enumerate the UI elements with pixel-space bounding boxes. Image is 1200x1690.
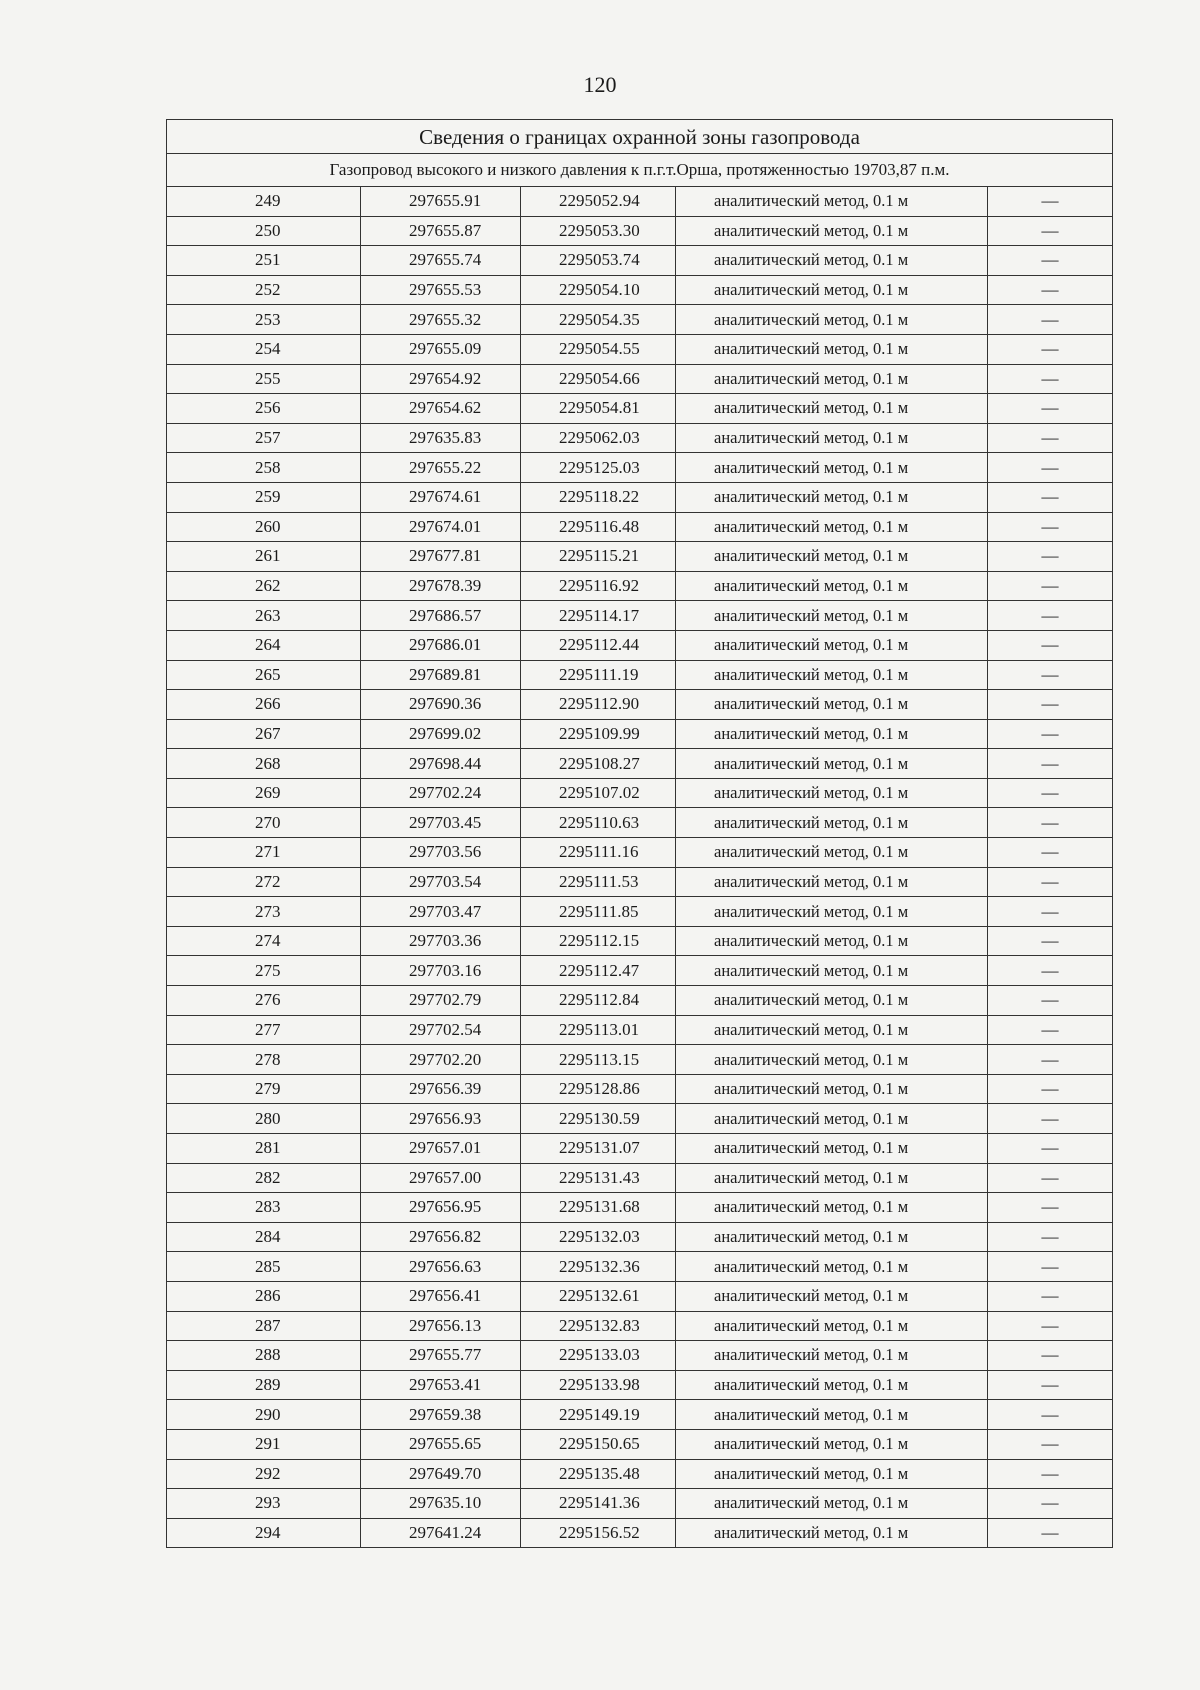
- table-row: [167, 926, 1113, 956]
- y-coordinate-cell: 2295131.68: [521, 1193, 676, 1223]
- point-number-cell: 279: [167, 1074, 361, 1104]
- x-coordinate-cell: 297690.36: [361, 690, 521, 720]
- y-coordinate-cell: 2295116.92: [521, 571, 676, 601]
- table-row: [167, 897, 1113, 927]
- table-row: [167, 1045, 1113, 1075]
- note-cell: —: [988, 1518, 1113, 1548]
- note-cell: —: [988, 1015, 1113, 1045]
- x-coordinate-cell: 297655.22: [361, 453, 521, 483]
- accuracy-method-cell: аналитический метод, 0.1 м: [676, 1459, 988, 1489]
- accuracy-method-cell: аналитический метод, 0.1 м: [676, 808, 988, 838]
- table-row: [167, 808, 1113, 838]
- accuracy-method-cell: аналитический метод, 0.1 м: [676, 660, 988, 690]
- x-coordinate-cell: 297656.93: [361, 1104, 521, 1134]
- y-coordinate-cell: 2295110.63: [521, 808, 676, 838]
- accuracy-method-cell: аналитический метод, 0.1 м: [676, 275, 988, 305]
- note-cell: —: [988, 749, 1113, 779]
- x-coordinate-cell: 297656.95: [361, 1193, 521, 1223]
- accuracy-method-cell: аналитический метод, 0.1 м: [676, 216, 988, 246]
- table-row: [167, 1281, 1113, 1311]
- note-cell: —: [988, 216, 1113, 246]
- x-coordinate-cell: 297678.39: [361, 571, 521, 601]
- note-cell: —: [988, 453, 1113, 483]
- accuracy-method-cell: аналитический метод, 0.1 м: [676, 1045, 988, 1075]
- x-coordinate-cell: 297655.32: [361, 305, 521, 335]
- table-row: [167, 187, 1113, 217]
- note-cell: —: [988, 1400, 1113, 1430]
- note-cell: —: [988, 1489, 1113, 1519]
- accuracy-method-cell: аналитический метод, 0.1 м: [676, 453, 988, 483]
- note-cell: —: [988, 956, 1113, 986]
- point-number-cell: 264: [167, 630, 361, 660]
- note-cell: —: [988, 334, 1113, 364]
- note-cell: —: [988, 482, 1113, 512]
- x-coordinate-cell: 297656.13: [361, 1311, 521, 1341]
- accuracy-method-cell: аналитический метод, 0.1 м: [676, 246, 988, 276]
- point-number-cell: 257: [167, 423, 361, 453]
- note-cell: —: [988, 305, 1113, 335]
- point-number-cell: 273: [167, 897, 361, 927]
- y-coordinate-cell: 2295113.01: [521, 1015, 676, 1045]
- table-row: [167, 778, 1113, 808]
- accuracy-method-cell: аналитический метод, 0.1 м: [676, 187, 988, 217]
- point-number-cell: 281: [167, 1134, 361, 1164]
- x-coordinate-cell: 297656.41: [361, 1281, 521, 1311]
- note-cell: —: [988, 838, 1113, 868]
- y-coordinate-cell: 2295111.16: [521, 838, 676, 868]
- point-number-cell: 250: [167, 216, 361, 246]
- note-cell: —: [988, 1459, 1113, 1489]
- point-number-cell: 294: [167, 1518, 361, 1548]
- table-row: [167, 1489, 1113, 1519]
- note-cell: —: [988, 808, 1113, 838]
- table-row: [167, 334, 1113, 364]
- y-coordinate-cell: 2295054.55: [521, 334, 676, 364]
- note-cell: —: [988, 690, 1113, 720]
- point-number-cell: 255: [167, 364, 361, 394]
- table-subtitle: Газопровод высокого и низкого давления к п.г.т.Орша, протяженностью 19703,87 п.м.: [167, 154, 1113, 187]
- y-coordinate-cell: 2295141.36: [521, 1489, 676, 1519]
- x-coordinate-cell: 297703.56: [361, 838, 521, 868]
- table-row: [167, 453, 1113, 483]
- x-coordinate-cell: 297649.70: [361, 1459, 521, 1489]
- table-row: [167, 1015, 1113, 1045]
- y-coordinate-cell: 2295054.35: [521, 305, 676, 335]
- table-row: [167, 246, 1113, 276]
- y-coordinate-cell: 2295112.84: [521, 986, 676, 1016]
- y-coordinate-cell: 2295156.52: [521, 1518, 676, 1548]
- table-row: [167, 1400, 1113, 1430]
- y-coordinate-cell: 2295133.03: [521, 1341, 676, 1371]
- point-number-cell: 253: [167, 305, 361, 335]
- table-row: [167, 482, 1113, 512]
- accuracy-method-cell: аналитический метод, 0.1 м: [676, 749, 988, 779]
- note-cell: —: [988, 1193, 1113, 1223]
- accuracy-method-cell: аналитический метод, 0.1 м: [676, 986, 988, 1016]
- y-coordinate-cell: 2295132.36: [521, 1252, 676, 1282]
- x-coordinate-cell: 297656.39: [361, 1074, 521, 1104]
- x-coordinate-cell: 297677.81: [361, 542, 521, 572]
- x-coordinate-cell: 297703.45: [361, 808, 521, 838]
- point-number-cell: 260: [167, 512, 361, 542]
- accuracy-method-cell: аналитический метод, 0.1 м: [676, 1134, 988, 1164]
- table-row: [167, 1193, 1113, 1223]
- y-coordinate-cell: 2295053.30: [521, 216, 676, 246]
- accuracy-method-cell: аналитический метод, 0.1 м: [676, 482, 988, 512]
- point-number-cell: 278: [167, 1045, 361, 1075]
- point-number-cell: 263: [167, 601, 361, 631]
- note-cell: —: [988, 1311, 1113, 1341]
- y-coordinate-cell: 2295054.10: [521, 275, 676, 305]
- note-cell: —: [988, 926, 1113, 956]
- table-row: [167, 1074, 1113, 1104]
- accuracy-method-cell: аналитический метод, 0.1 м: [676, 1400, 988, 1430]
- note-cell: —: [988, 187, 1113, 217]
- table-row: [167, 216, 1113, 246]
- y-coordinate-cell: 2295133.98: [521, 1370, 676, 1400]
- point-number-cell: 256: [167, 394, 361, 424]
- y-coordinate-cell: 2295130.59: [521, 1104, 676, 1134]
- y-coordinate-cell: 2295111.53: [521, 867, 676, 897]
- point-number-cell: 290: [167, 1400, 361, 1430]
- point-number-cell: 274: [167, 926, 361, 956]
- point-number-cell: 266: [167, 690, 361, 720]
- note-cell: —: [988, 986, 1113, 1016]
- y-coordinate-cell: 2295135.48: [521, 1459, 676, 1489]
- note-cell: —: [988, 867, 1113, 897]
- accuracy-method-cell: аналитический метод, 0.1 м: [676, 423, 988, 453]
- y-coordinate-cell: 2295132.03: [521, 1222, 676, 1252]
- point-number-cell: 282: [167, 1163, 361, 1193]
- accuracy-method-cell: аналитический метод, 0.1 м: [676, 956, 988, 986]
- x-coordinate-cell: 297654.92: [361, 364, 521, 394]
- y-coordinate-cell: 2295109.99: [521, 719, 676, 749]
- point-number-cell: 252: [167, 275, 361, 305]
- table-title: Сведения о границах охранной зоны газопровода: [167, 120, 1113, 154]
- point-number-cell: 267: [167, 719, 361, 749]
- x-coordinate-cell: 297703.36: [361, 926, 521, 956]
- note-cell: —: [988, 1281, 1113, 1311]
- table-row: [167, 1341, 1113, 1371]
- point-number-cell: 261: [167, 542, 361, 572]
- note-cell: —: [988, 1222, 1113, 1252]
- table-row: [167, 690, 1113, 720]
- page-number: 120: [583, 72, 617, 97]
- y-coordinate-cell: 2295118.22: [521, 482, 676, 512]
- x-coordinate-cell: 297702.24: [361, 778, 521, 808]
- point-number-cell: 268: [167, 749, 361, 779]
- accuracy-method-cell: аналитический метод, 0.1 м: [676, 1252, 988, 1282]
- accuracy-method-cell: аналитический метод, 0.1 м: [676, 512, 988, 542]
- x-coordinate-cell: 297698.44: [361, 749, 521, 779]
- table-row: [167, 1518, 1113, 1548]
- table-row: [167, 838, 1113, 868]
- table-row: [167, 542, 1113, 572]
- x-coordinate-cell: 297686.01: [361, 630, 521, 660]
- point-number-cell: 289: [167, 1370, 361, 1400]
- accuracy-method-cell: аналитический метод, 0.1 м: [676, 1015, 988, 1045]
- note-cell: —: [988, 423, 1113, 453]
- accuracy-method-cell: аналитический метод, 0.1 м: [676, 1163, 988, 1193]
- x-coordinate-cell: 297655.91: [361, 187, 521, 217]
- table-row: [167, 571, 1113, 601]
- accuracy-method-cell: аналитический метод, 0.1 м: [676, 1104, 988, 1134]
- point-number-cell: 291: [167, 1429, 361, 1459]
- note-cell: —: [988, 364, 1113, 394]
- table-row: [167, 1252, 1113, 1282]
- x-coordinate-cell: 297635.10: [361, 1489, 521, 1519]
- x-coordinate-cell: 297703.16: [361, 956, 521, 986]
- x-coordinate-cell: 297699.02: [361, 719, 521, 749]
- point-number-cell: 288: [167, 1341, 361, 1371]
- note-cell: —: [988, 1074, 1113, 1104]
- x-coordinate-cell: 297657.01: [361, 1134, 521, 1164]
- accuracy-method-cell: аналитический метод, 0.1 м: [676, 1311, 988, 1341]
- point-number-cell: 254: [167, 334, 361, 364]
- y-coordinate-cell: 2295114.17: [521, 601, 676, 631]
- table-row: [167, 364, 1113, 394]
- point-number-cell: 277: [167, 1015, 361, 1045]
- accuracy-method-cell: аналитический метод, 0.1 м: [676, 305, 988, 335]
- accuracy-method-cell: аналитический метод, 0.1 м: [676, 926, 988, 956]
- y-coordinate-cell: 2295112.15: [521, 926, 676, 956]
- accuracy-method-cell: аналитический метод, 0.1 м: [676, 838, 988, 868]
- y-coordinate-cell: 2295131.07: [521, 1134, 676, 1164]
- note-cell: —: [988, 601, 1113, 631]
- x-coordinate-cell: 297655.87: [361, 216, 521, 246]
- note-cell: —: [988, 1163, 1113, 1193]
- table-row: [167, 275, 1113, 305]
- table-title-row: [167, 120, 1113, 154]
- y-coordinate-cell: 2295131.43: [521, 1163, 676, 1193]
- table-subtitle-row: [167, 154, 1113, 187]
- y-coordinate-cell: 2295132.83: [521, 1311, 676, 1341]
- table-row: [167, 719, 1113, 749]
- table-row: [167, 1163, 1113, 1193]
- accuracy-method-cell: аналитический метод, 0.1 м: [676, 719, 988, 749]
- note-cell: —: [988, 1104, 1113, 1134]
- y-coordinate-cell: 2295054.81: [521, 394, 676, 424]
- table-row: [167, 1134, 1113, 1164]
- y-coordinate-cell: 2295054.66: [521, 364, 676, 394]
- x-coordinate-cell: 297656.82: [361, 1222, 521, 1252]
- accuracy-method-cell: аналитический метод, 0.1 м: [676, 1429, 988, 1459]
- point-number-cell: 265: [167, 660, 361, 690]
- x-coordinate-cell: 297702.20: [361, 1045, 521, 1075]
- x-coordinate-cell: 297659.38: [361, 1400, 521, 1430]
- table-row: [167, 423, 1113, 453]
- note-cell: —: [988, 719, 1113, 749]
- note-cell: —: [988, 1252, 1113, 1282]
- y-coordinate-cell: 2295150.65: [521, 1429, 676, 1459]
- y-coordinate-cell: 2295111.85: [521, 897, 676, 927]
- table-row: [167, 305, 1113, 335]
- x-coordinate-cell: 297653.41: [361, 1370, 521, 1400]
- accuracy-method-cell: аналитический метод, 0.1 м: [676, 334, 988, 364]
- table-row: [167, 1222, 1113, 1252]
- table-row: [167, 1459, 1113, 1489]
- x-coordinate-cell: 297655.09: [361, 334, 521, 364]
- note-cell: —: [988, 660, 1113, 690]
- accuracy-method-cell: аналитический метод, 0.1 м: [676, 1518, 988, 1548]
- x-coordinate-cell: 297703.54: [361, 867, 521, 897]
- point-number-cell: 284: [167, 1222, 361, 1252]
- table-row: [167, 749, 1113, 779]
- accuracy-method-cell: аналитический метод, 0.1 м: [676, 1281, 988, 1311]
- y-coordinate-cell: 2295128.86: [521, 1074, 676, 1104]
- point-number-cell: 258: [167, 453, 361, 483]
- note-cell: —: [988, 1045, 1113, 1075]
- y-coordinate-cell: 2295112.44: [521, 630, 676, 660]
- accuracy-method-cell: аналитический метод, 0.1 м: [676, 690, 988, 720]
- y-coordinate-cell: 2295115.21: [521, 542, 676, 572]
- accuracy-method-cell: аналитический метод, 0.1 м: [676, 897, 988, 927]
- point-number-cell: 269: [167, 778, 361, 808]
- x-coordinate-cell: 297702.79: [361, 986, 521, 1016]
- note-cell: —: [988, 1429, 1113, 1459]
- point-number-cell: 292: [167, 1459, 361, 1489]
- note-cell: —: [988, 1370, 1113, 1400]
- x-coordinate-cell: 297674.61: [361, 482, 521, 512]
- note-cell: —: [988, 1134, 1113, 1164]
- x-coordinate-cell: 297635.83: [361, 423, 521, 453]
- note-cell: —: [988, 275, 1113, 305]
- x-coordinate-cell: 297689.81: [361, 660, 521, 690]
- point-number-cell: 283: [167, 1193, 361, 1223]
- x-coordinate-cell: 297686.57: [361, 601, 521, 631]
- accuracy-method-cell: аналитический метод, 0.1 м: [676, 1193, 988, 1223]
- table-row: [167, 394, 1113, 424]
- accuracy-method-cell: аналитический метод, 0.1 м: [676, 1341, 988, 1371]
- note-cell: —: [988, 246, 1113, 276]
- accuracy-method-cell: аналитический метод, 0.1 м: [676, 364, 988, 394]
- table-row: [167, 1370, 1113, 1400]
- point-number-cell: 275: [167, 956, 361, 986]
- point-number-cell: 285: [167, 1252, 361, 1282]
- accuracy-method-cell: аналитический метод, 0.1 м: [676, 867, 988, 897]
- accuracy-method-cell: аналитический метод, 0.1 м: [676, 1489, 988, 1519]
- point-number-cell: 270: [167, 808, 361, 838]
- point-number-cell: 280: [167, 1104, 361, 1134]
- x-coordinate-cell: 297674.01: [361, 512, 521, 542]
- y-coordinate-cell: 2295053.74: [521, 246, 676, 276]
- table-row: [167, 1429, 1113, 1459]
- accuracy-method-cell: аналитический метод, 0.1 м: [676, 571, 988, 601]
- y-coordinate-cell: 2295125.03: [521, 453, 676, 483]
- table-row: [167, 512, 1113, 542]
- table-row: [167, 956, 1113, 986]
- x-coordinate-cell: 297655.53: [361, 275, 521, 305]
- accuracy-method-cell: аналитический метод, 0.1 м: [676, 1222, 988, 1252]
- note-cell: —: [988, 897, 1113, 927]
- point-number-cell: 251: [167, 246, 361, 276]
- x-coordinate-cell: 297641.24: [361, 1518, 521, 1548]
- table-row: [167, 1104, 1113, 1134]
- point-number-cell: 262: [167, 571, 361, 601]
- note-cell: —: [988, 542, 1113, 572]
- x-coordinate-cell: 297654.62: [361, 394, 521, 424]
- y-coordinate-cell: 2295132.61: [521, 1281, 676, 1311]
- note-cell: —: [988, 630, 1113, 660]
- y-coordinate-cell: 2295116.48: [521, 512, 676, 542]
- note-cell: —: [988, 512, 1113, 542]
- point-number-cell: 287: [167, 1311, 361, 1341]
- accuracy-method-cell: аналитический метод, 0.1 м: [676, 778, 988, 808]
- note-cell: —: [988, 1341, 1113, 1371]
- x-coordinate-cell: 297657.00: [361, 1163, 521, 1193]
- accuracy-method-cell: аналитический метод, 0.1 м: [676, 1370, 988, 1400]
- x-coordinate-cell: 297702.54: [361, 1015, 521, 1045]
- table-row: [167, 660, 1113, 690]
- note-cell: —: [988, 778, 1113, 808]
- y-coordinate-cell: 2295113.15: [521, 1045, 676, 1075]
- accuracy-method-cell: аналитический метод, 0.1 м: [676, 1074, 988, 1104]
- note-cell: —: [988, 394, 1113, 424]
- accuracy-method-cell: аналитический метод, 0.1 м: [676, 630, 988, 660]
- y-coordinate-cell: 2295112.47: [521, 956, 676, 986]
- note-cell: —: [988, 571, 1113, 601]
- y-coordinate-cell: 2295149.19: [521, 1400, 676, 1430]
- x-coordinate-cell: 297655.77: [361, 1341, 521, 1371]
- point-number-cell: 293: [167, 1489, 361, 1519]
- accuracy-method-cell: аналитический метод, 0.1 м: [676, 394, 988, 424]
- table-row: [167, 986, 1113, 1016]
- x-coordinate-cell: 297655.74: [361, 246, 521, 276]
- y-coordinate-cell: 2295112.90: [521, 690, 676, 720]
- x-coordinate-cell: 297703.47: [361, 897, 521, 927]
- point-number-cell: 249: [167, 187, 361, 217]
- point-number-cell: 276: [167, 986, 361, 1016]
- y-coordinate-cell: 2295052.94: [521, 187, 676, 217]
- table-row: [167, 601, 1113, 631]
- y-coordinate-cell: 2295107.02: [521, 778, 676, 808]
- y-coordinate-cell: 2295062.03: [521, 423, 676, 453]
- x-coordinate-cell: 297655.65: [361, 1429, 521, 1459]
- point-number-cell: 286: [167, 1281, 361, 1311]
- table-row: [167, 630, 1113, 660]
- x-coordinate-cell: 297656.63: [361, 1252, 521, 1282]
- point-number-cell: 272: [167, 867, 361, 897]
- accuracy-method-cell: аналитический метод, 0.1 м: [676, 542, 988, 572]
- point-number-cell: 271: [167, 838, 361, 868]
- accuracy-method-cell: аналитический метод, 0.1 м: [676, 601, 988, 631]
- table-row: [167, 1311, 1113, 1341]
- table-row: [167, 867, 1113, 897]
- point-number-cell: 259: [167, 482, 361, 512]
- y-coordinate-cell: 2295111.19: [521, 660, 676, 690]
- boundary-points-table: [166, 119, 1113, 1548]
- y-coordinate-cell: 2295108.27: [521, 749, 676, 779]
